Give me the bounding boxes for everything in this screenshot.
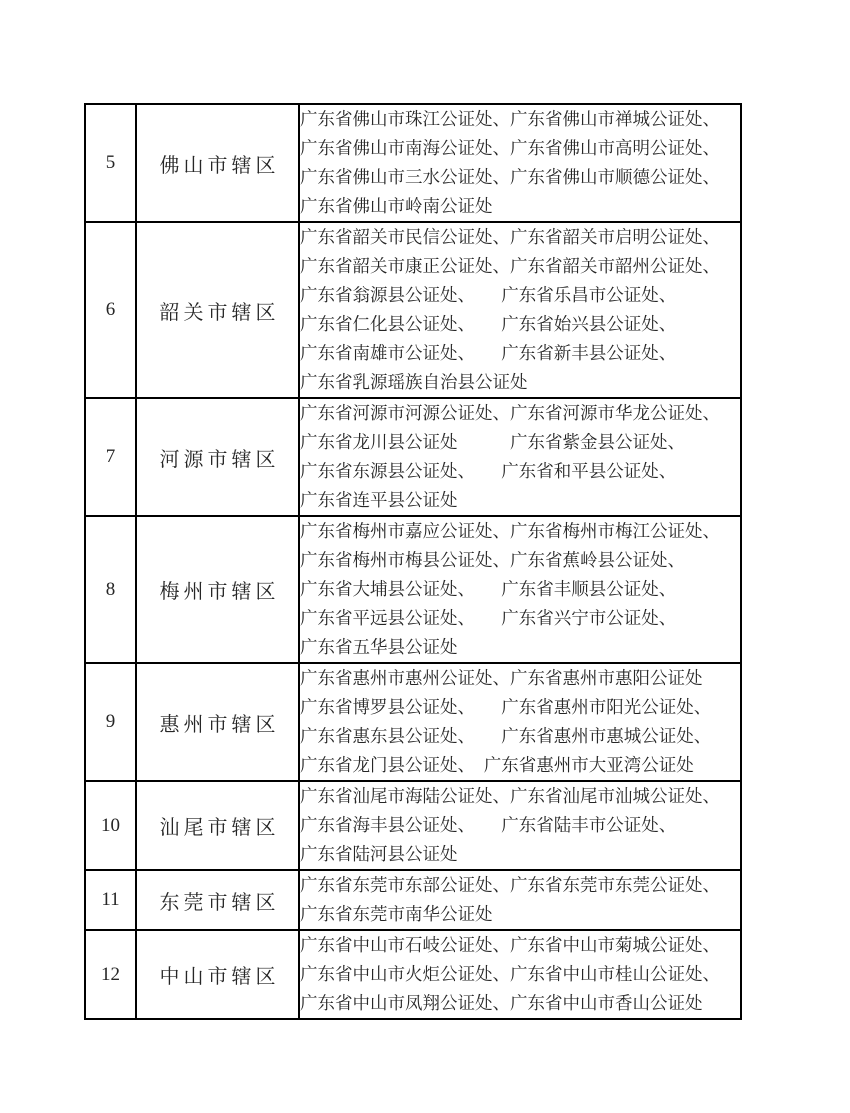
table-row — [85, 516, 741, 663]
notary-offices-cell — [299, 398, 741, 516]
office-line: 广东省乳源瑶族自治县公证处 — [300, 372, 528, 392]
row-number: 9 — [85, 663, 136, 781]
office-line: 广东省佛山市珠江公证处、广东省佛山市禅城公证处、 — [300, 109, 720, 129]
district-name: 东莞市辖区 — [136, 870, 299, 930]
office-line: 广东省佛山市岭南公证处 — [300, 196, 493, 216]
office-line: 广东省中山市火炬公证处、广东省中山市桂山公证处、 — [300, 964, 720, 984]
district-name: 惠州市辖区 — [136, 663, 299, 781]
notary-offices-cell — [299, 870, 741, 930]
table-row — [85, 663, 741, 781]
office-line: 广东省河源市河源公证处、广东省河源市华龙公证处、 — [300, 403, 720, 423]
office-line: 广东省韶关市康正公证处、广东省韶关市韶州公证处、 — [300, 256, 720, 276]
district-name: 中山市辖区 — [136, 930, 299, 1019]
office-line: 广东省南雄市公证处、 广东省新丰县公证处、 — [300, 343, 677, 363]
office-line: 广东省汕尾市海陆公证处、广东省汕尾市汕城公证处、 — [300, 786, 720, 806]
district-name: 河源市辖区 — [136, 398, 299, 516]
office-line: 广东省翁源县公证处、 广东省乐昌市公证处、 — [300, 285, 677, 305]
office-line: 广东省博罗县公证处、 广东省惠州市阳光公证处、 — [300, 697, 712, 717]
office-line: 广东省连平县公证处 — [300, 490, 458, 510]
office-line: 广东省东莞市南华公证处 — [300, 904, 493, 924]
notary-offices-cell — [299, 516, 741, 663]
office-line: 广东省龙门县公证处、 广东省惠州市大亚湾公证处 — [300, 755, 694, 775]
office-line: 广东省梅州市嘉应公证处、广东省梅州市梅江公证处、 — [300, 521, 720, 541]
office-line: 广东省海丰县公证处、 广东省陆丰市公证处、 — [300, 815, 677, 835]
office-line: 广东省东莞市东部公证处、广东省东莞市东莞公证处、 — [300, 875, 720, 895]
row-number: 6 — [85, 222, 136, 398]
office-line: 广东省平远县公证处、 广东省兴宁市公证处、 — [300, 608, 677, 628]
row-number: 11 — [85, 870, 136, 930]
table-row — [85, 398, 741, 516]
office-line: 广东省韶关市民信公证处、广东省韶关市启明公证处、 — [300, 227, 720, 247]
row-number: 12 — [85, 930, 136, 1019]
office-line: 广东省中山市凤翔公证处、广东省中山市香山公证处 — [300, 993, 703, 1013]
notary-offices-cell — [299, 930, 741, 1019]
table-row — [85, 222, 741, 398]
office-line: 广东省大埔县公证处、 广东省丰顺县公证处、 — [300, 579, 677, 599]
row-number: 8 — [85, 516, 136, 663]
district-name: 梅州市辖区 — [136, 516, 299, 663]
notary-offices-cell — [299, 781, 741, 870]
table-body — [85, 104, 741, 1019]
office-line: 广东省佛山市三水公证处、广东省佛山市顺德公证处、 — [300, 167, 720, 187]
table-row — [85, 104, 741, 222]
office-line: 广东省陆河县公证处 — [300, 844, 458, 864]
office-line: 广东省梅州市梅县公证处、广东省蕉岭县公证处、 — [300, 550, 685, 570]
office-line: 广东省惠东县公证处、 广东省惠州市惠城公证处、 — [300, 726, 712, 746]
table-row — [85, 870, 741, 930]
row-number: 5 — [85, 104, 136, 222]
district-name: 汕尾市辖区 — [136, 781, 299, 870]
office-line: 广东省中山市石岐公证处、广东省中山市菊城公证处、 — [300, 935, 720, 955]
office-line: 广东省佛山市南海公证处、广东省佛山市高明公证处、 — [300, 138, 720, 158]
row-number: 10 — [85, 781, 136, 870]
table-row — [85, 781, 741, 870]
office-line: 广东省五华县公证处 — [300, 637, 458, 657]
office-line: 广东省龙川县公证处 广东省紫金县公证处、 — [300, 432, 685, 452]
notary-offices-cell — [299, 663, 741, 781]
office-line: 广东省东源县公证处、 广东省和平县公证处、 — [300, 461, 677, 481]
notary-offices-cell — [299, 222, 741, 398]
district-name: 佛山市辖区 — [136, 104, 299, 222]
district-name: 韶关市辖区 — [136, 222, 299, 398]
notary-offices-table — [84, 103, 742, 1020]
office-line: 广东省惠州市惠州公证处、广东省惠州市惠阳公证处 — [300, 668, 703, 688]
notary-offices-cell — [299, 104, 741, 222]
office-line: 广东省仁化县公证处、 广东省始兴县公证处、 — [300, 314, 677, 334]
row-number: 7 — [85, 398, 136, 516]
table-row — [85, 930, 741, 1019]
